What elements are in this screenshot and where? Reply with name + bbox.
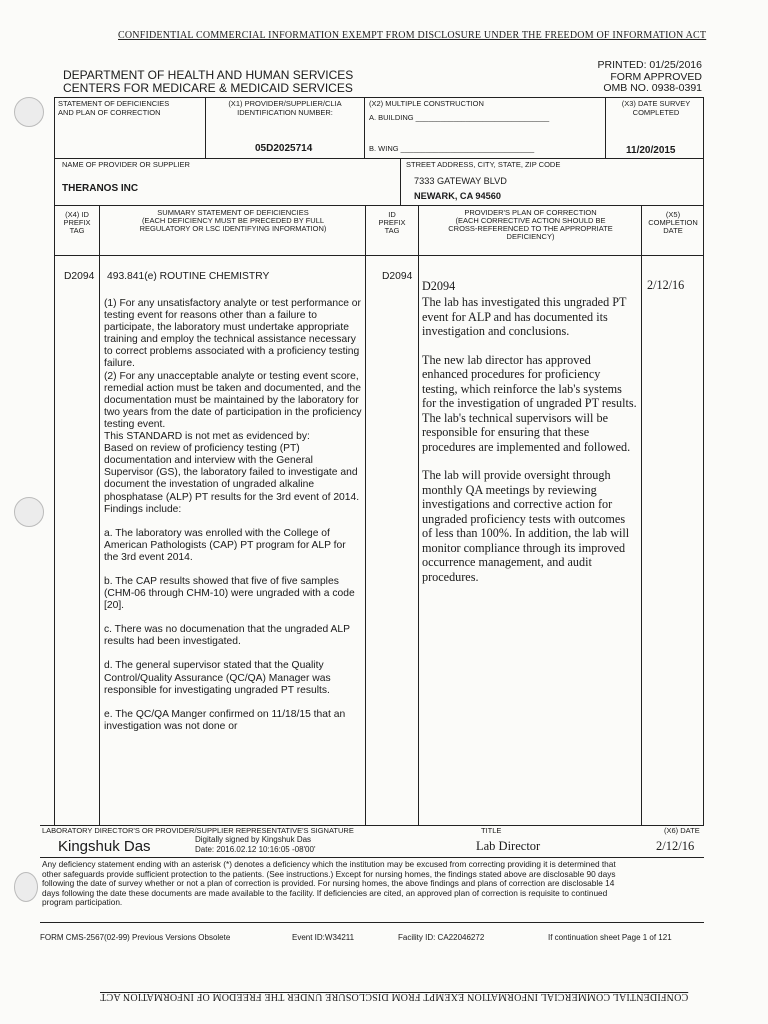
building-field: A. BUILDING ________________________________ — [369, 113, 550, 122]
provider-address: 7333 GATEWAY BLVD NEWARK, CA 94560 — [414, 176, 507, 201]
deficiency-paragraph: e. The QC/QA Manger confirmed on 11/18/15 that an investigation was not done or — [104, 708, 346, 732]
provider-label: NAME OF PROVIDER OR SUPPLIER — [62, 160, 190, 169]
punch-hole-mark — [14, 872, 38, 902]
form-approved: FORM APPROVED — [610, 70, 702, 83]
rule — [364, 97, 365, 158]
deficiency-tag: D2094 — [64, 271, 95, 282]
plan-paragraph: The new lab director has approved enhanced procedures for proficiency testing, which reinforce the lab's systems for the investigation of ungraded PT results. The lab's technical supervisors will be responsible for ensuring that these procedures are implemented and followed. — [422, 352, 637, 454]
deficiency-paragraph: This STANDARD is not met as evidenced by: — [104, 431, 310, 443]
deficiency-paragraph: Based on review of proficiency testing (PT) documentation and interview with the General Supervisor (GS), the laboratory failed to investigate and document the investation of ungraded alkaline phosphatase (ALP) PT results for the 3rd event of 2014. Findings include: — [104, 443, 360, 515]
survey-date: 11/20/2015 — [626, 145, 676, 156]
disclosure-notice: Any deficiency statement ending with an asterisk (*) denotes a deficiency which the institution may be excused from correcting providing it is determined that other safeguards provide sufficient protection to the patients. (See instructions.) Except for nursing homes, the findings stated above are disclosable 90 days following the date of survey whether or not a plan of correction is provided. For nursing homes, the above findings and plans of correction are disclosable 14 days following the date these documents are made available to the facility. If deficiencies are cited, an approved plan of correction is requisite to continued program participation. — [42, 859, 616, 908]
deficiency-title: 493.841(e) ROUTINE CHEMISTRY — [107, 271, 270, 282]
summary-header: SUMMARY STATEMENT OF DEFICIENCIES (EACH DEFICIENCY MUST BE PRECEDED BY FULL REGULATORY OR LSC IDENTIFYING INFORMATION) — [139, 208, 327, 233]
confidential-banner-top: CONFIDENTIAL COMMERCIAL INFORMATION EXEMPT FROM DISCLOSURE UNDER THE FREEDOM OF INFORMATION ACT — [118, 30, 707, 41]
signer-name: Kingshuk Das — [58, 838, 151, 855]
rule — [40, 857, 704, 858]
id-header: ID PREFIX TAG — [378, 210, 406, 235]
rule — [365, 205, 366, 825]
deficiency-paragraph: b. The CAP results showed that five of five samples (CHM-06 through CHM-10) were ungraded with a code [20]. — [104, 575, 355, 612]
rule — [418, 205, 419, 825]
punch-hole-mark — [14, 97, 44, 127]
plan-heading: D2094 — [422, 279, 456, 293]
printed-block — [598, 60, 702, 95]
department-heading — [63, 69, 353, 95]
rule — [605, 97, 606, 158]
title-label: TITLE — [481, 826, 502, 835]
signer-title: Lab Director — [476, 839, 541, 853]
deficiency-body — [104, 298, 362, 733]
plan-paragraph: The lab has investigated this ungraded PT event for ALP and has documented its investigation and conclusions. — [422, 295, 627, 338]
event-id: Event ID:W34211 — [292, 933, 355, 942]
rule — [400, 158, 401, 205]
plan-paragraph: The lab will provide oversight through monthly QA meetings by reviewing investigations and corrective action for ungraded proficiency tests with outcomes of less than 100%. In addition, the lab will monitor compliance through its improved occurrence management, and audit procedures. — [422, 468, 630, 584]
signature-label: LABORATORY DIRECTOR'S OR PROVIDER/SUPPLIER REPRESENTATIVE'S SIGNATURE — [42, 826, 354, 835]
address-label: STREET ADDRESS, CITY, STATE, ZIP CODE — [406, 160, 561, 169]
plan-body — [422, 295, 638, 584]
confidential-banner-bottom: CONFIDENTIAL COMMERCIAL INFORMATION EXEMPT FROM DISCLOSURE UNDER THE FREEDOM OF INFORMATION ACT — [100, 991, 689, 1002]
digital-signature: Digitally signed by Kingshuk Das Date: 2016.02.12 10:16:05 -08'00' — [195, 835, 316, 854]
deficiency-paragraph: a. The laboratory was enrolled with the College of American Pathologists (CAP) PT program for ALP for the 3rd event 2014. — [104, 527, 346, 563]
rule — [99, 205, 100, 825]
agency-name: CENTERS FOR MEDICARE & MEDICAID SERVICES — [63, 81, 353, 95]
x4-header: (X4) ID PREFIX TAG — [63, 210, 91, 235]
dept-name: DEPARTMENT OF HEALTH AND HUMAN SERVICES — [63, 68, 354, 82]
date-survey-label: (X3) DATE SURVEY COMPLETED — [621, 99, 691, 117]
date-label: (X6) DATE — [664, 826, 700, 835]
completion-date: 2/12/16 — [647, 278, 685, 292]
provider-name: THERANOS INC — [62, 183, 139, 194]
rule — [54, 255, 704, 256]
rule — [205, 97, 206, 158]
deficiency-paragraph: c. There was no documenation that the ungraded ALP results had been investigated. — [104, 624, 350, 648]
rule — [641, 205, 642, 825]
x5-header: (X5) COMPLETION DATE — [648, 210, 698, 235]
clia-number: 05D2025714 — [255, 143, 313, 154]
statement-label: STATEMENT OF DEFICIENCIES AND PLAN OF CORRECTION — [58, 99, 170, 117]
form-number: FORM CMS-2567(02-99) Previous Versions Obsolete — [40, 933, 231, 942]
facility-id: Facility ID: CA22046272 — [398, 933, 485, 942]
printed-date: PRINTED: 01/25/2016 — [597, 59, 702, 71]
multiple-construction-label: (X2) MULTIPLE CONSTRUCTION — [369, 99, 484, 108]
wing-field: B. WING ________________________________ — [369, 144, 535, 153]
rule — [54, 205, 704, 206]
deficiency-paragraph: (2) For any unacceptable analyte or testing event score, remedial action must be taken and documented, and the documentation must be maintained by the laboratory for two years from the date of participation in the proficiency testing event. — [104, 370, 362, 430]
page-indicator: If continuation sheet Page 1 of 121 — [548, 933, 672, 942]
punch-hole-mark — [14, 497, 44, 527]
deficiency-paragraph: d. The general supervisor stated that the Quality Control/Quality Assurance (QC/QA) Manager was responsible for investigating ungraded PT results. — [104, 660, 331, 696]
clia-label: (X1) PROVIDER/SUPPLIER/CLIA IDENTIFICATION NUMBER: — [228, 99, 342, 117]
signature-date: 2/12/16 — [656, 839, 695, 853]
omb-number: OMB NO. 0938-0391 — [603, 82, 702, 94]
rule — [54, 158, 704, 159]
plan-header: PROVIDER'S PLAN OF CORRECTION (EACH CORRECTIVE ACTION SHOULD BE CROSS-REFERENCED TO THE APPROPRIATE DEFICIENCY) — [448, 208, 613, 241]
rule — [54, 97, 704, 98]
rule — [703, 97, 704, 825]
deficiency-paragraph: (1) For any unsatisfactory analyte or test performance or testing event for reasons other than a failure to participate, the laboratory must undertake appropriate training and employ the technical assistance necessary to correct problems associated with a proficiency testing failure. — [104, 298, 361, 370]
plan-tag: D2094 — [382, 271, 413, 282]
rule — [54, 97, 55, 825]
rule — [40, 922, 704, 923]
